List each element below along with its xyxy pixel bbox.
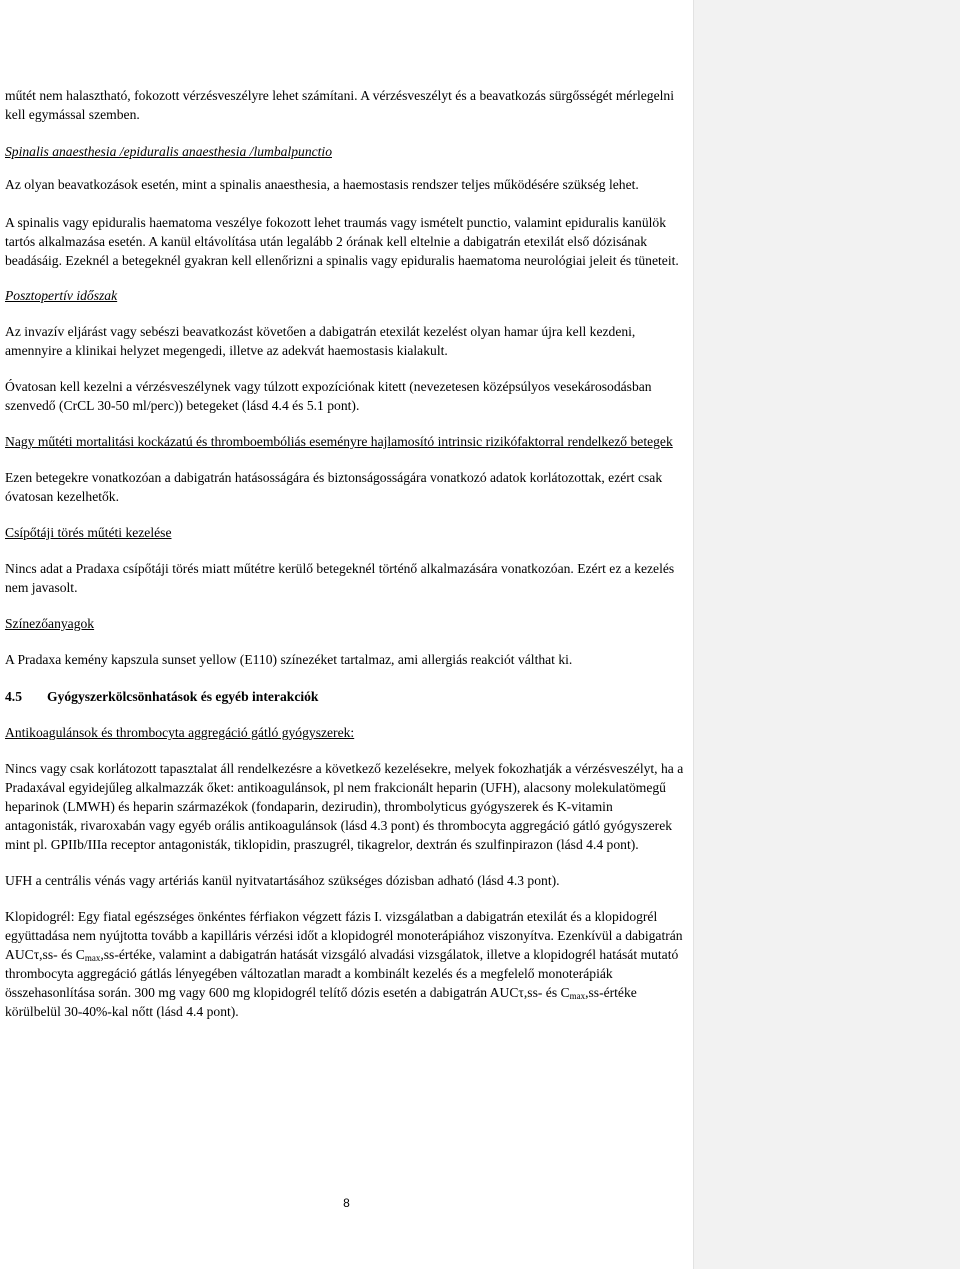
paragraph: A spinalis vagy epiduralis haematoma veszélye fokozott lehet traumás vagy ismételt punctio, valamint epiduralis kanülök tartós alkalmazása esetén. A kanül eltávolítása után legalább 2 órának kell eltelnie a dabigatrán etexilát első dózisának beadásáig. Ezeknél a betegeknél gyakran kell ellenőrizni a spinalis vagy epiduralis haematoma neurológiai jeleit és tüneteit. bbox=[5, 215, 679, 268]
text-run: ,ss-értéke, valamint a dabigatrán hatását vizsgáló alvadási vizsgálatok, illetve a klopidogrél hatását mutató thrombocyta aggregáció gátlás lényegében változatlan maradt a kombinált kezelés és a megfelelő monoterápiák összehasonlítása során. 300 mg vagy 600 mg klopidogrél telítő dózis esetén a dabigatrán AUCτ,ss- és C bbox=[5, 947, 679, 1000]
paragraph: Nincs vagy csak korlátozott tapasztalat áll rendelkezésre a következő kezelésekre, melyek fokozhatják a vérzésveszélyt, ha a Pradaxával egyidejűleg alkalmazzák őket: antikoagulánsok, pl nem frakcionált heparin (UFH), alacsony molekulatömegű heparinok (LMWH) és heparin származékok (fondaparin, dezirudin), thrombolyticus gyógyszerek és K-vitamin antagonisták, rivaroxabán vagy egyéb orális antikoagulánsok (lásd 4.3 pont) és thrombocyta aggregáció gátló gyógyszerek mint pl. GPIIb/IIIa receptor antagonisták, tiklopidin, praszugrél, tikagrelor, dextrán és szulfinpirazon (lásd 4.4 pont). bbox=[5, 761, 684, 852]
section-heading-dye: Színezőanyagok bbox=[5, 616, 95, 631]
subscript: max bbox=[84, 953, 101, 963]
subscript: max bbox=[569, 991, 586, 1001]
section-heading-risk: Nagy műtéti mortalitási kockázatú és thromboembóliás eseményre hajlamosító intrinsic rizikófaktorral rendelkező betegek bbox=[5, 434, 673, 449]
document-body bbox=[5, 86, 687, 1021]
paragraph: UFH a centrális vénás vagy artériás kanül nyitvatartásához szükséges dózisban adható (lásd 4.3 pont). bbox=[5, 873, 560, 888]
text-run: Klopidogrél: Egy fiatal egészséges önkéntes férfiakon végzett fázis I. vizsgálatban a dabigatrán etexilát és a klopidogrél együttadása nem nyújtotta tovább a kapilláris vérzési időt a klopidogrél monoterápiához viszonyítva. Ezenkívül a dabigatrán AUCτ,ss- és C bbox=[5, 909, 683, 962]
paragraph: A Pradaxa kemény kapszula sunset yellow (E110) színezéket tartalmaz, ami allergiás reakciót válthat ki. bbox=[5, 652, 573, 667]
section-heading-anticoag: Antikoagulánsok és thrombocyta aggregáció gátló gyógyszerek: bbox=[5, 725, 355, 740]
section-heading-postop: Posztopertív időszak bbox=[5, 288, 118, 303]
paragraph: Ezen betegekre vonatkozóan a dabigatrán hatásosságára és biztonságosságára vonatkozó adatok korlátozottak, ezért csak óvatosan kezelhetők. bbox=[5, 470, 663, 504]
section-heading-hip: Csípőtáji törés műtéti kezelése bbox=[5, 525, 172, 540]
section-heading-spinal: Spinalis anaesthesia /epiduralis anaesthesia /lumbalpunctio bbox=[5, 144, 332, 159]
paragraph: Nincs adat a Pradaxa csípőtáji törés miatt műtétre kerülő betegeknél történő alkalmazására vonatkozóan. Ezért ez a kezelés nem javasolt. bbox=[5, 561, 675, 595]
section-title-text: Gyógyszerkölcsönhatások és egyéb interakciók bbox=[47, 689, 319, 704]
section-title-4-5 bbox=[5, 687, 687, 706]
paragraph: Az invazív eljárást vagy sebészi beavatkozást követően a dabigatrán etexilát kezelést olyan hamar újra kell kezdeni, amennyire a klinikai helyzet megengedi, illetve az adekvát haemostasis kialakult. bbox=[5, 324, 636, 358]
page-number: 8 bbox=[343, 1196, 350, 1210]
section-number: 4.5 bbox=[5, 689, 22, 704]
side-panel bbox=[693, 0, 960, 1269]
paragraph-klopidogrel bbox=[5, 907, 687, 1021]
text-run: ,ss-értéke körülbelül 30-40%-kal nőtt (lásd 4.4 pont). bbox=[5, 985, 637, 1019]
paragraph: műtét nem halasztható, fokozott vérzésveszélyre lehet számítani. A vérzésveszélyt és a beavatkozás sürgősségét mérlegelni kell egymással szemben. bbox=[5, 88, 674, 122]
paragraph: Az olyan beavatkozások esetén, mint a spinalis anaesthesia, a haemostasis rendszer teljes működésére szükség lehet. bbox=[5, 177, 639, 192]
paragraph: Óvatosan kell kezelni a vérzésveszélynek vagy túlzott expozíciónak kitett (nevezetesen középsúlyos vesekárosodásban szenvedő (CrCL 30-50 ml/perc)) betegeket (lásd 4.4 és 5.1 pont). bbox=[5, 379, 652, 413]
